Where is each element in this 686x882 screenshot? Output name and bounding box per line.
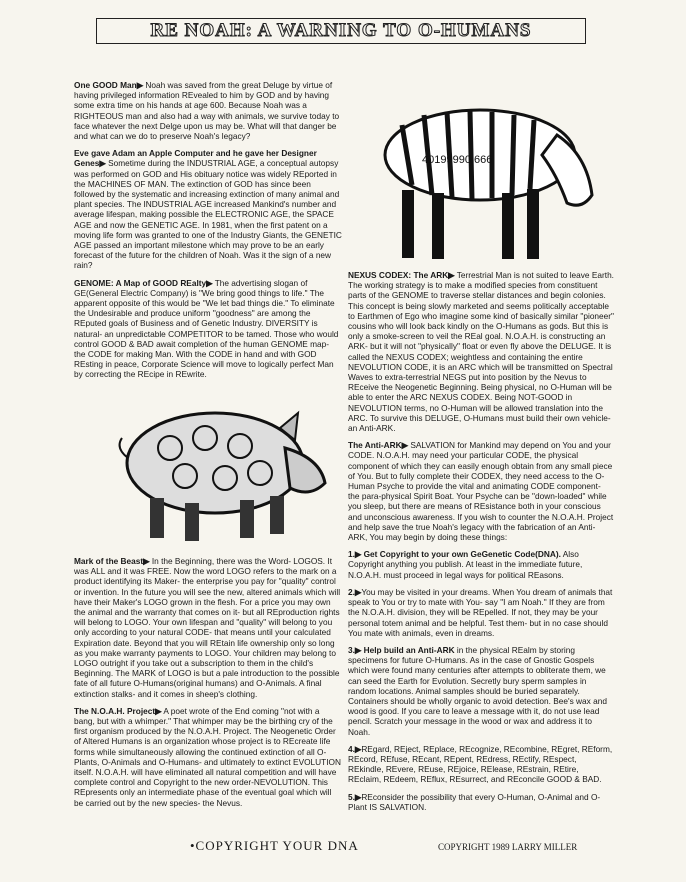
paragraph-mark-of-beast: Mark of the Beast▶ In the Beginning, there was the Word- LOGOS. It was ALL and it was FREE. Now the word LOGO refers to the mark on a product identifying its Maker- the enterprise you pay for "quality" control or invention. In the future you will see the new, altered animals which will have their Maker's LOGO grown in the flesh. For a price you may own the animal and the warranty that comes on it- but all REproduction rights will belong to LOGO. Your own lifespan and "quality" will belong to you only according to your natural CODE- that means until your calculated Expiration date. Beyond that you will REtain life ownership only so long as you make warranty payments to LOGO. Your children may belong to LOGO outright if you take out a subscription to them in the child's Beginning. The MARK of LOGO is but a pale introduction to the possible fate of all future O-Humans(original humans) and O-Animals. A final extinction stalks- and it comes in sheep's clothing.	[74, 556, 341, 699]
footer-slogan: •COPYRIGHT YOUR DNA	[190, 838, 359, 853]
left-column-top	[74, 80, 342, 387]
paragraph-nexus-codex: NEXUS CODEX: The ARK▶ Terrestrial Man is not suited to leave Earth. The working strategy is to make a modified species from constituent parts of the GENOME to traverse stellar distances and begin colonies. This concept is being slowly marketed and seems politically acceptable to Earthmen of Ego who imagine some kind of basically similar "pioneer" cousins who will look back kindly on the O-Humans as gods. But this is only a smoke-screen to veil the REal goal. N.O.A.H. is constructing an ARK- but it will not "physically" float or even fly above the DELUGE. It is called the NEXUS CODEX; weightless and containing the entire NEVOLUTION CODE, it is an ARC which will be transmitted on Spectral Waves to extra-terrestrial NEGS put into position by the Nevus to REceive the Neogenetic Beginning. Being physical, no O-Human will be able to enter the ARC NEXUS CODEX. Being NOT-GOOD in NEVOLUTION terms, no O-Human will be allowed translation into the ARC. To survive this DELUGE, O-Humans must build their own vehicle- an Anti-ARK.	[348, 270, 614, 434]
page-title: RE NOAH: A WARNING TO O-HUMANS	[150, 20, 532, 41]
list-item-4: 4.▶REgard, REject, REplace, REcognize, REcombine, REgret, REform, REcord, REfuse, REcant, REpent, REdress, REctify, REspect, REkindle, REvere, REuse, REjoice, RElease, REstrain, REtire, REclaim, REdeem, REflux, REsurrect, and REconcile GOOD & BAD.	[348, 743, 613, 785]
zebra-barcode-label: 40199990 666	[422, 154, 493, 166]
pig-icon	[110, 388, 335, 548]
list-item-2: 2.▶You may be visited in your dreams. When You dream of animals that speak to You or try to mate with You- say "I am Noah." If they are from the N.O.A.H. division, they will be REpelled. If not, they may be your personal totem animal and be helpful. Test them- but in no case should You mate with animals, even in dreams.	[348, 586, 613, 638]
list-item-5: 5.▶REconsider the possibility that every O-Human, O-Animal and O-Plant IS SALVATION.	[348, 791, 601, 812]
paragraph-designer-genes: Eve gave Adam an Apple Computer and he gave her Designer Genes▶ Sometime during the INDUSTRIAL AGE, a conceptual autopsy was performed on GOD and His obituary notice was widely REported in the MACHINES OF MAN. The extinction of GOD has since been followed by the systematic and increasing extinction of many animal and plant species. The INDUSTRIAL AGE increased Mankind's number and average lifespan, making possible the ELECTRONIC AGE, the SPACE AGE and now the GENETIC AGE. In 1981, when the first patent on a moving life form was granted to one of the Industry Giants, the GENETIC AGE passed an important milestone which may prove to be an early forecast of the future for the children of Noah. Was it the sign of a new rain?	[74, 148, 342, 271]
paragraph-noah-project: The N.O.A.H. Project▶ A poet wrote of the End coming "not with a bang, but with a whimper." That whimper may be the birthing cry of the first organism produced by the N.O.A.H. Project. The Neogenetic Order of Altered Humans is an organization whose project is to REcreate life forms while simultaneously allowing the continued extinction of all O-Plants, O-Animals and O-Humans- and ultimately to extinct EVOLUTION itself. N.O.A.H. will have eliminated all natural competition and will have complete control and Copyright to the new order-NEVOLUTION. This REpresents only an intermediate phase of the eventual goal which will be carried out by the new species- the Nevus.	[74, 705, 341, 808]
paragraph-noah: One GOOD Man▶ Noah was saved from the great Deluge by virtue of having privileged information REvealed to him by GOD and by having some extra time on his hands at age 600. Because Noah was a RIGHTEOUS man and also had a way with animals, we survive today to face whatever the next Delge upon us may be. What will that danger be and what can we do to preserve Noah's legacy?	[74, 80, 340, 142]
pig-illustration	[110, 388, 335, 548]
right-column	[348, 270, 614, 819]
left-column-bottom	[74, 556, 342, 815]
title-box	[96, 18, 586, 44]
list-item-3: 3.▶ Help build an Anti-ARK in the physical REalm by storing specimens for future O-Humans. As in the case of Gnostic Gospels which were found many centuries after attempts to obliterate them, we can seed the Earth for Evolution. Secretly bury sperm samples in random locations. Animal samples should be buried separately. Containers should be wholly organic to avoid detection. Bee's wax and wood is good. If you care to leave a message with it, do not use lead pencil. Scratch your message in the wood or wax and address it to Noah.	[348, 644, 607, 737]
list-item-1: 1.▶ Get Copyright to your own GeGenetic Code(DNA). Also Copyright anything you publish. At least in the immediate future, N.O.A.H. must proceed in legal ways for political REasons.	[348, 549, 583, 580]
paragraph-genome: GENOME: A Map of GOOD REalty▶ The advertising slogan of GE(General Electric Company) is "We bring good things to life." The apparent opposite of this would be "We let bad things die." To eliminate the Undesirable and produce uniform "goodness" are among the REputed goals of Business and of Genetic Industry. DIVERSITY is natural- an unpredictable COMPETITOR to be tamed. Those who would control GOOD & BAD await completion of the human GENOME map- the CODE for making Man. With the CODE in hand and with GOD REsting in peace, Corporate Science will move to logically perfect Man by correcting the REcipe in REwrite.	[74, 277, 339, 380]
zebra-icon	[362, 85, 617, 265]
zebra-illustration	[362, 85, 617, 265]
footer-copyright: COPYRIGHT 1989 LARRY MILLER	[438, 842, 578, 852]
paragraph-anti-ark: The Anti-ARK▶ SALVATION for Mankind may depend on You and your CODE. N.O.A.H. may need your particular CODE, the physical component of which they can easily enough obtain from any small piece of You. But to fully complete their CODEX, they need access to the O-Human Psyche to provide the vital and animating CODE component- the para-physical Spirit Boat. Your Psyche can be "down-loaded" while you sleep, but there are means of REsistance both in your conscious and unconscious awareness. If you wish to counter the N.O.A.H. Project and help save the true Noah's legacy with the fabrication of an Anti-ARK, You may begin by doing these things:	[348, 440, 614, 543]
